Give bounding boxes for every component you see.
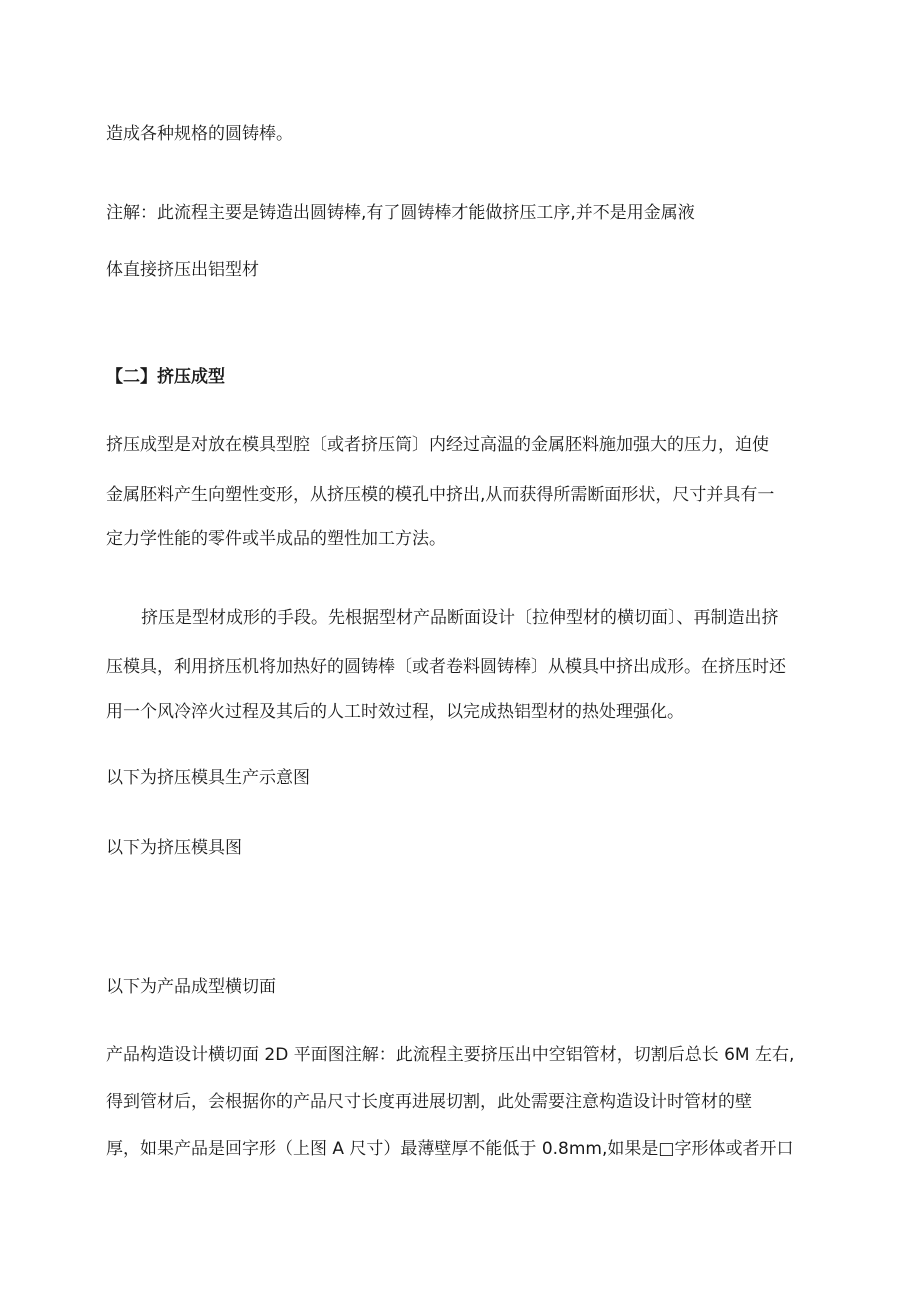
paragraph-line: 得到管材后，会根据你的产品尺寸长度再进展切割，此处需要注意构造设计时管材的壁	[106, 1092, 752, 1112]
caption-line: 以下为产品成型横切面	[106, 977, 276, 997]
note-line: 体直接挤压出铝型材	[106, 260, 259, 280]
paragraph-line: 挤压是型材成形的手段。先根据型材产品断面设计〔拉伸型材的横切面〕、再制造出挤	[141, 608, 779, 628]
caption-line: 以下为挤压模具生产示意图	[106, 768, 310, 788]
section-heading: 【二】挤压成型	[106, 367, 225, 387]
paragraph-line: 压模具，利用挤压机将加热好的圆铸棒〔或者卷料圆铸棒〕从模具中挤出成形。在挤压时还	[106, 657, 786, 677]
paragraph-line: 产品构造设计横切面 2D 平面图注解：此流程主要挤压出中空铝管材，切割后总长 6M 左右,	[106, 1045, 795, 1065]
paragraph-line: 挤压成型是对放在模具型腔〔或者挤压筒〕内经过高温的金属胚料施加强大的压力，迫使	[106, 435, 769, 455]
paragraph-line: 定力学性能的零件或半成品的塑性加工方法。	[106, 529, 446, 549]
paragraph-line: 金属胚料产生向塑性变形，从挤压模的模孔中挤出,从而获得所需断面形状，尺寸并具有一	[106, 485, 775, 505]
paragraph-line: 造成各种规格的圆铸棒。	[106, 124, 293, 144]
paragraph-line: 厚，如果产品是回字形（上图 A 尺寸）最薄壁厚不能低于 0.8mm,如果是□字形体或者开口	[106, 1139, 794, 1159]
note-line: 注解：此流程主要是铸造出圆铸棒,有了圆铸棒才能做挤压工序,并不是用金属液	[106, 203, 695, 223]
paragraph-line: 用一个风冷淬火过程及其后的人工时效过程，以完成热铝型材的热处理强化。	[106, 702, 684, 722]
caption-line: 以下为挤压模具图	[106, 838, 242, 858]
